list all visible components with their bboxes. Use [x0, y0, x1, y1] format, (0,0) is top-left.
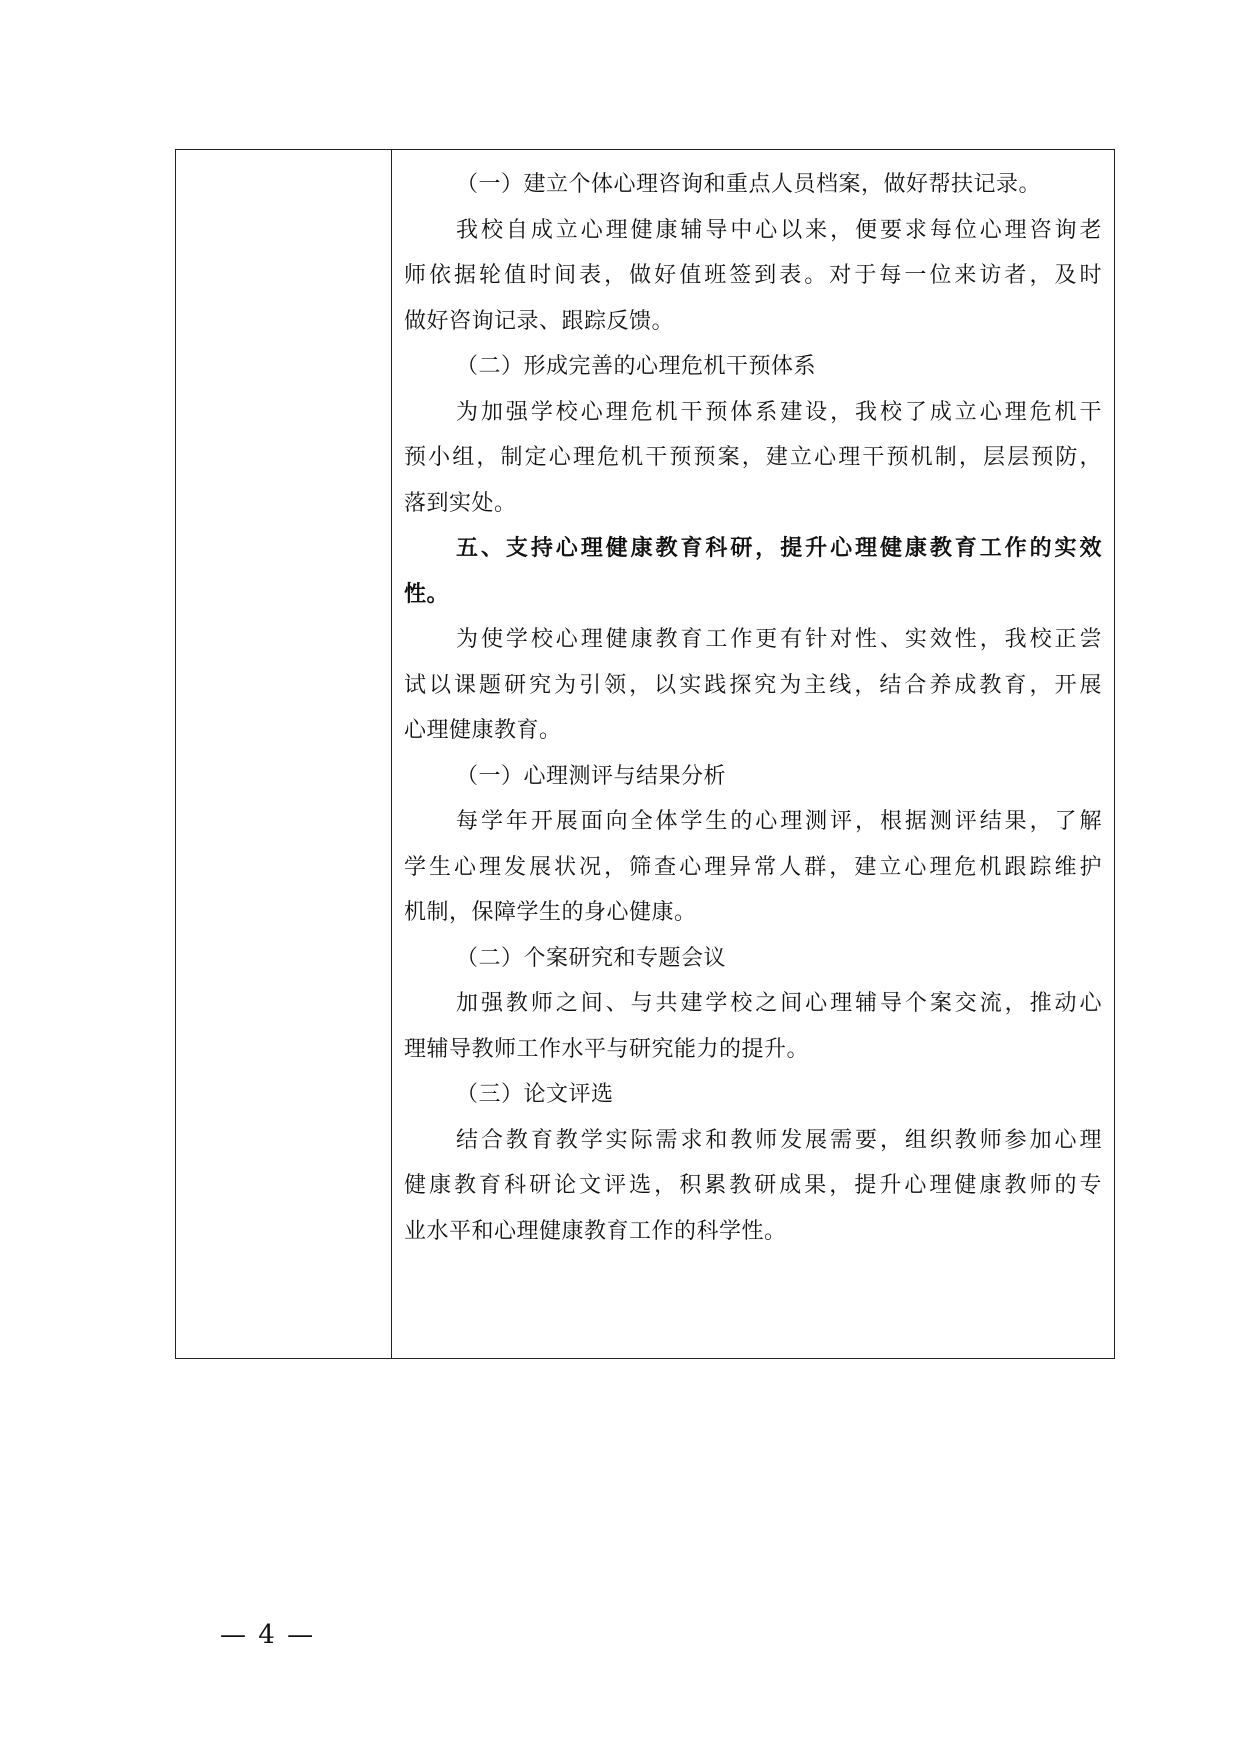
paragraph-line: 我校自成立心理健康辅导中心以来，便要求每位心理咨询老	[456, 217, 1102, 243]
paragraph-line: 业水平和心理健康教育工作的科学性。	[404, 1218, 787, 1244]
section5-heading-3: （三）论文评选	[456, 1082, 614, 1107]
section4-heading-1: （一）建立个体心理咨询和重点人员档案，做好帮扶记录。	[456, 172, 1042, 197]
page-number: — 4 —	[220, 1620, 316, 1650]
section5-heading-2: （二）个案研究和专题会议	[456, 945, 727, 971]
section5-title: 五、支持心理健康教育科研，提升心理健康教育工作的实效	[456, 535, 1102, 561]
section4-heading-2: （二）形成完善的心理危机干预体系	[456, 354, 817, 379]
paragraph-line: 做好咨询记录、跟踪反馈。	[404, 308, 675, 334]
section5-title-cont: 性。	[404, 580, 450, 607]
content-table	[175, 149, 1115, 1359]
paragraph-line: 为使学校心理健康教育工作更有针对性、实效性，我校正尝	[456, 627, 1102, 652]
paragraph-line: 心理健康教育。	[404, 718, 562, 743]
paragraph-line: 试以课题研究为引领，以实践探究为主线，结合养成教育，开展	[404, 672, 1102, 698]
table-right-cell	[392, 150, 1114, 1358]
table-left-cell	[176, 150, 392, 1358]
section5-heading-1: （一）心理测评与结果分析	[456, 763, 727, 789]
paragraph-line: 健康教育科研论文评选，积累教研成果，提升心理健康教师的专	[404, 1173, 1102, 1198]
paragraph-line: 落到实处。	[404, 490, 517, 516]
paragraph-line: 预小组，制定心理危机干预预案，建立心理干预机制，层层预防，	[404, 445, 1102, 470]
paragraph-line: 结合教育教学实际需求和教师发展需要，组织教师参加心理	[456, 1127, 1102, 1153]
paragraph-line: 每学年开展面向全体学生的心理测评，根据测评结果，了解	[456, 809, 1102, 834]
paragraph-line: 机制，保障学生的身心健康。	[404, 900, 697, 925]
paragraph-line: 加强教师之间、与共建学校之间心理辅导个案交流，推动心	[456, 991, 1102, 1016]
paragraph-line: 师依据轮值时间表，做好值班签到表。对于每一位来访者，及时	[404, 263, 1102, 288]
paragraph-line: 理辅导教师工作水平与研究能力的提升。	[404, 1036, 810, 1062]
paragraph-line: 为加强学校心理危机干预体系建设，我校了成立心理危机干	[456, 399, 1102, 425]
paragraph-line: 学生心理发展状况，筛查心理异常人群，建立心理危机跟踪维护	[404, 854, 1102, 880]
